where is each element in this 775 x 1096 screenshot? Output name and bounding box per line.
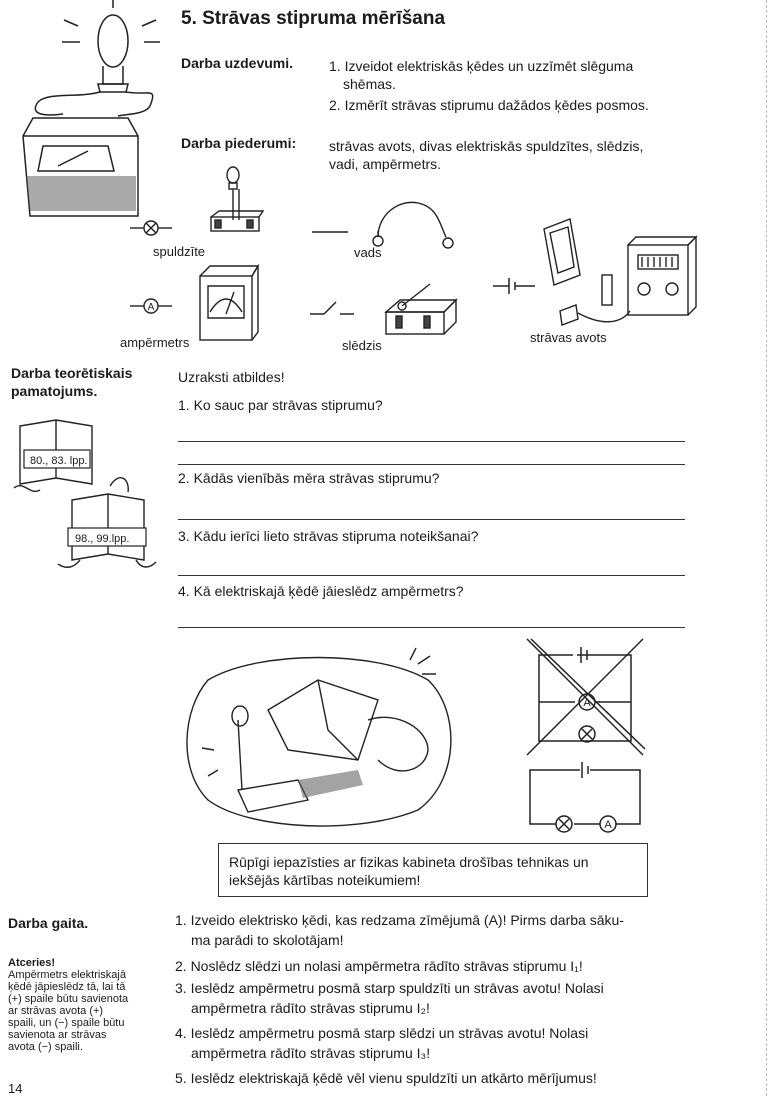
task-1-line-2: shēmas. — [343, 76, 396, 92]
remember-line-2: ķēdē jāpieslēdz tā, lai tā — [8, 981, 126, 993]
step-4-line-1: 4. Ieslēdz ampērmetru posmā starp slēdzi un strāvas avotu! Nolasi — [175, 1025, 589, 1041]
lamp-ammeter-illustration — [18, 6, 158, 221]
remember-line-7: avota (−) spaili. — [8, 1041, 83, 1053]
ammeter-icon — [196, 262, 260, 344]
switch-icon — [380, 272, 460, 342]
circuit-cartoon-illustration — [178, 640, 460, 830]
svg-text:A: A — [604, 819, 612, 831]
correct-circuit-schematic — [528, 762, 643, 832]
book-reference-1: 80., 83. lpp. — [30, 455, 88, 467]
answer-line-1b — [178, 464, 685, 465]
step-3-line-1: 3. Ieslēdz ampērmetru posmā starp spuldzīti un strāvas avotu! Nolasi — [175, 980, 604, 996]
safety-note-line-2: iekšējās kārtības noteikumiem! — [229, 872, 421, 888]
theory-label-line-1: Darba teorētiskais — [11, 365, 133, 381]
ammeter-symbol-icon — [130, 296, 172, 316]
battery-symbol-icon — [493, 276, 535, 296]
remember-line-3: (+) spaile būtu savienota — [8, 993, 129, 1005]
lamp-symbol-icon — [130, 218, 172, 238]
tasks-label: Darba uzdevumi. — [181, 55, 294, 71]
remember-line-4: ar strāvas avota (+) — [8, 1005, 104, 1017]
page-number: 14 — [8, 1081, 23, 1096]
answer-line-3 — [178, 575, 685, 576]
step-3-line-2: ampērmetra rādīto strāvas stiprumu I₂! — [191, 1000, 430, 1016]
answer-line-4 — [178, 627, 685, 628]
page-title: 5. Strāvas stipruma mērīšana — [181, 8, 446, 29]
svg-text:A: A — [583, 697, 591, 709]
wire-label: vads — [354, 245, 382, 260]
remember-note — [8, 957, 128, 1053]
switch-symbol-icon — [310, 300, 354, 318]
question-1: 1. Ko sauc par strāvas stiprumu? — [178, 397, 383, 413]
task-2: 2. Izmērīt strāvas stiprumu dažādos ķēdes posmos. — [329, 97, 649, 113]
step-1-line-2: ma parādi to skolotājam! — [191, 932, 344, 948]
step-1-line-1: 1. Izveido elektrisko ķēdi, kas redzama zīmējumā (A)! Pirms darba sāku- — [175, 912, 624, 928]
question-2: 2. Kādās vienībās mēra strāvas stiprumu? — [178, 470, 440, 486]
lamp-label: spuldzīte — [153, 244, 206, 259]
book-reader-illustration — [10, 400, 160, 575]
wire-symbol-icon — [312, 230, 348, 234]
tools-line-2: vadi, ampērmetrs. — [329, 156, 442, 172]
svg-text:A: A — [147, 302, 155, 313]
remember-line-5: spaili, un (−) spaile būtu — [8, 1017, 125, 1029]
book-reference-2: 98., 99.lpp. — [75, 533, 130, 545]
answer-instruction: Uzraksti atbildes! — [178, 369, 285, 385]
question-4: 4. Kā elektriskajā ķēdē jāieslēdz ampērmetrs? — [178, 583, 464, 599]
task-1-line-1: 1. Izveidot elektriskās ķēdes un uzzīmēt slēguma — [329, 58, 634, 74]
procedure-label: Darba gaita. — [8, 915, 89, 931]
safety-note-line-1: Rūpīgi iepazīsties ar fizikas kabineta drošības tehnikas un — [229, 854, 589, 870]
remember-line-6: savienota ar strāvas — [8, 1029, 107, 1041]
lamp-holder-icon — [205, 165, 265, 245]
answer-line-2 — [178, 519, 685, 520]
remember-title: Atceries! — [8, 957, 56, 969]
answer-line-1a — [178, 441, 685, 442]
step-5: 5. Ieslēdz elektriskajā ķēdē vēl vienu spuldzīti un atkārto mērījumus! — [175, 1070, 597, 1086]
theory-label-line-2: pamatojums. — [11, 383, 98, 399]
safety-note — [218, 843, 648, 897]
tools-line-1: strāvas avots, divas elektriskās spuldzītes, slēdzis, — [329, 138, 644, 154]
wire-icon — [368, 195, 458, 251]
ammeter-label: ampērmetrs — [120, 335, 190, 350]
page-edge — [766, 0, 767, 1096]
power-source-label: strāvas avots — [530, 330, 607, 345]
step-4-line-2: ampērmetra rādīto strāvas stiprumu I₃! — [191, 1045, 431, 1061]
crossed-out-circuit-schematic — [525, 637, 645, 757]
tools-label: Darba piederumi: — [181, 135, 297, 151]
question-3: 3. Kādu ierīci lieto strāvas stipruma noteikšanai? — [178, 528, 479, 544]
power-source-icon — [540, 215, 700, 335]
switch-label: slēdzis — [342, 338, 382, 353]
step-2: 2. Noslēdz slēdzi un nolasi ampērmetra rādīto strāvas stiprumu I₁! — [175, 958, 583, 974]
remember-line-1: Ampērmetrs elektriskajā — [8, 969, 126, 981]
